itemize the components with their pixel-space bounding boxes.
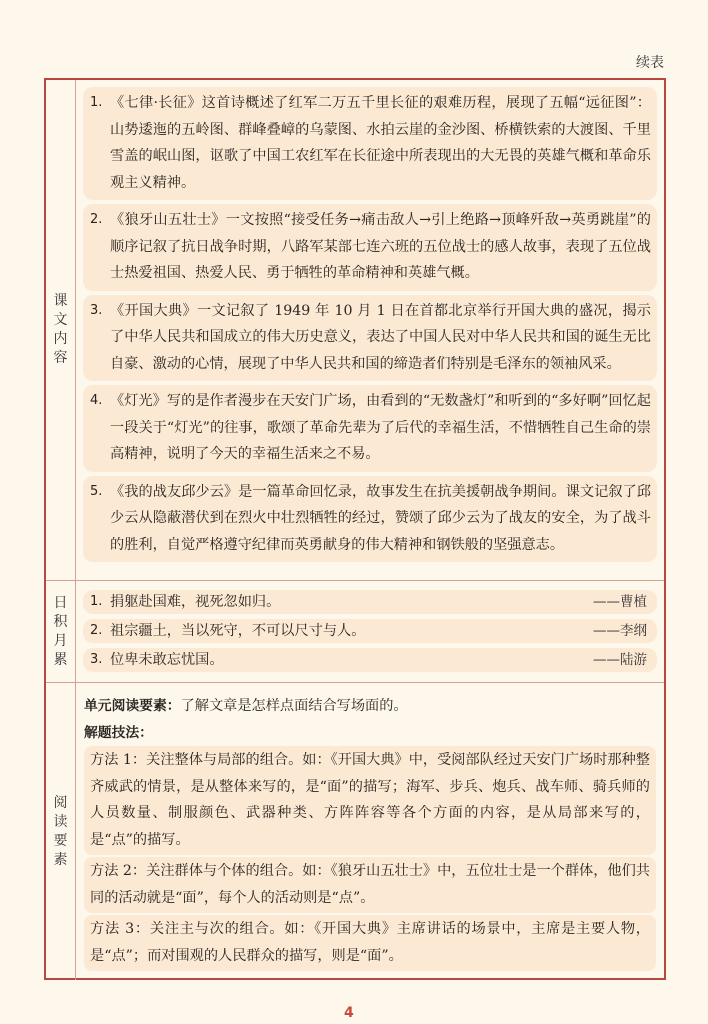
page-number: 4 bbox=[344, 1005, 354, 1021]
reading-elements-row bbox=[46, 682, 664, 980]
method-text: 关注整体与局部的组合。如：《开国大典》中，受阅部队经过天安门广场时那种整齐威武的情景，是从整体来写的，是“面”的描写；海军、步兵、炮兵、战车师、骑兵师的人员数量、制服颜色、武器种类、方阵阵容等各个方面的内容，是从局部来写的，是“点”的描写。 bbox=[90, 752, 650, 848]
motto-text: 捐躯赴国难，视死忽如归。 bbox=[110, 594, 281, 610]
motto-item bbox=[83, 619, 657, 643]
unit-element-text: 了解文章是怎样点面结合写场面的。 bbox=[180, 698, 408, 714]
method-item bbox=[84, 915, 656, 971]
lesson-content-label: 课文内容 bbox=[53, 293, 68, 366]
item-number: 3. bbox=[90, 652, 103, 667]
method-label: 方法 2： bbox=[90, 863, 147, 879]
motto-author: ——李纲 bbox=[593, 623, 647, 639]
item-number: 5. bbox=[90, 483, 103, 499]
item-text: 《灯光》写的是作者漫步在天安门广场，由看到的“无数盏灯”和听到的“多好啊”回忆起一段关于“灯光”的往事，歌颂了革命先辈为了后代的幸福生活，不惜牺牲自己生命的崇高精神，说明了今天的幸福生活来之不易。 bbox=[110, 393, 651, 462]
motto-item bbox=[83, 648, 657, 672]
item-number: 4. bbox=[90, 393, 103, 408]
motto-text: 祖宗疆土，当以死守，不可以尺寸与人。 bbox=[110, 623, 366, 639]
item-text: 《狼牙山五壮士》一文按照“接受任务→痛击敌人→引上绝路→顶峰歼敌→英勇跳崖”的顺序记叙了抗日战争时期，八路军某部七连六班的五位战士的感人故事，表现了五位战士热爱祖国、热爱人民、勇于牺牲的革命精神和英雄气概。 bbox=[110, 212, 651, 281]
method-item bbox=[84, 746, 656, 855]
motto-list bbox=[76, 581, 664, 682]
method-label: 方法 1： bbox=[90, 752, 147, 768]
method-label: 方法 3： bbox=[90, 921, 150, 937]
lesson-item bbox=[83, 385, 657, 472]
summary-table bbox=[44, 78, 666, 980]
daily-accumulation-label: 日积月累 bbox=[53, 594, 68, 668]
item-text: 《我的战友邱少云》是一篇革命回忆录，故事发生在抗美援朝战争期间。课文记叙了邱少云从隐蔽潜伏到在烈火中壮烈牺牲的经过，赞颂了邱少云为了战友的安全，为了战斗的胜利，自觉严格遵守纪律而英勇献身的伟大精神和钢铁般的坚强意志。 bbox=[110, 483, 651, 553]
continued-label: 续表 bbox=[636, 55, 664, 71]
reading-elements-label: 阅读要素 bbox=[53, 794, 68, 868]
daily-accumulation-row bbox=[46, 580, 664, 682]
item-number: 2. bbox=[90, 212, 103, 227]
motto-text: 位卑未敢忘忧国。 bbox=[110, 652, 224, 668]
unit-element-label: 单元阅读要素： bbox=[84, 698, 181, 714]
method-text: 关注群体与个体的组合。如：《狼牙山五壮士》中，五位壮士是一个群体，他们共同的活动就是“面”，每个人的活动则是“点”。 bbox=[90, 863, 650, 906]
motto-item bbox=[83, 590, 657, 614]
unit-reading-element bbox=[84, 693, 656, 720]
method-text: 关注主与次的组合。如：《开国大典》主席讲话的场景中，主席是主要人物，是“点”；而对围观的人民群众的描写，则是“面”。 bbox=[90, 921, 650, 964]
item-number: 1. bbox=[90, 594, 103, 609]
item-number: 1. bbox=[90, 95, 103, 110]
lesson-content-row bbox=[46, 80, 664, 580]
item-number: 3. bbox=[90, 302, 103, 318]
lesson-content-list bbox=[76, 80, 664, 580]
item-number: 2. bbox=[90, 623, 103, 638]
motto-author: ——陆游 bbox=[593, 652, 647, 668]
daily-accumulation-label-cell bbox=[46, 581, 76, 682]
lesson-content-label-cell bbox=[46, 80, 76, 580]
techniques-label: 解题技法： bbox=[84, 724, 153, 741]
method-item bbox=[84, 857, 656, 913]
item-text: 《开国大典》一文记叙了 1949 年 10 月 1 日在首都北京举行开国大典的盛况，揭示了中华人民共和国成立的伟大历史意义，表达了中国人民对中华人民共和国的诞生无比自豪、激动的心情，展现了中华人民共和国的缔造者们特别是毛泽东的领袖风采。 bbox=[110, 302, 651, 372]
reading-elements-label-cell bbox=[46, 683, 76, 980]
lesson-item bbox=[83, 204, 657, 291]
lesson-item bbox=[83, 87, 657, 200]
item-text: 《七律·长征》这首诗概述了红军二万五千里长征的艰难历程，展现了五幅“远征图”：山势逶迤的五岭图、群峰叠嶂的乌蒙图、水拍云崖的金沙图、桥横铁索的大渡图、千里雪盖的岷山图，讴歌了中国工农红军在长征途中所表现出的大无畏的英雄气概和革命乐观主义精神。 bbox=[110, 95, 651, 191]
lesson-item bbox=[83, 295, 657, 382]
reading-elements-content bbox=[76, 683, 664, 980]
lesson-item bbox=[83, 476, 657, 563]
motto-author: ——曹植 bbox=[593, 594, 647, 610]
